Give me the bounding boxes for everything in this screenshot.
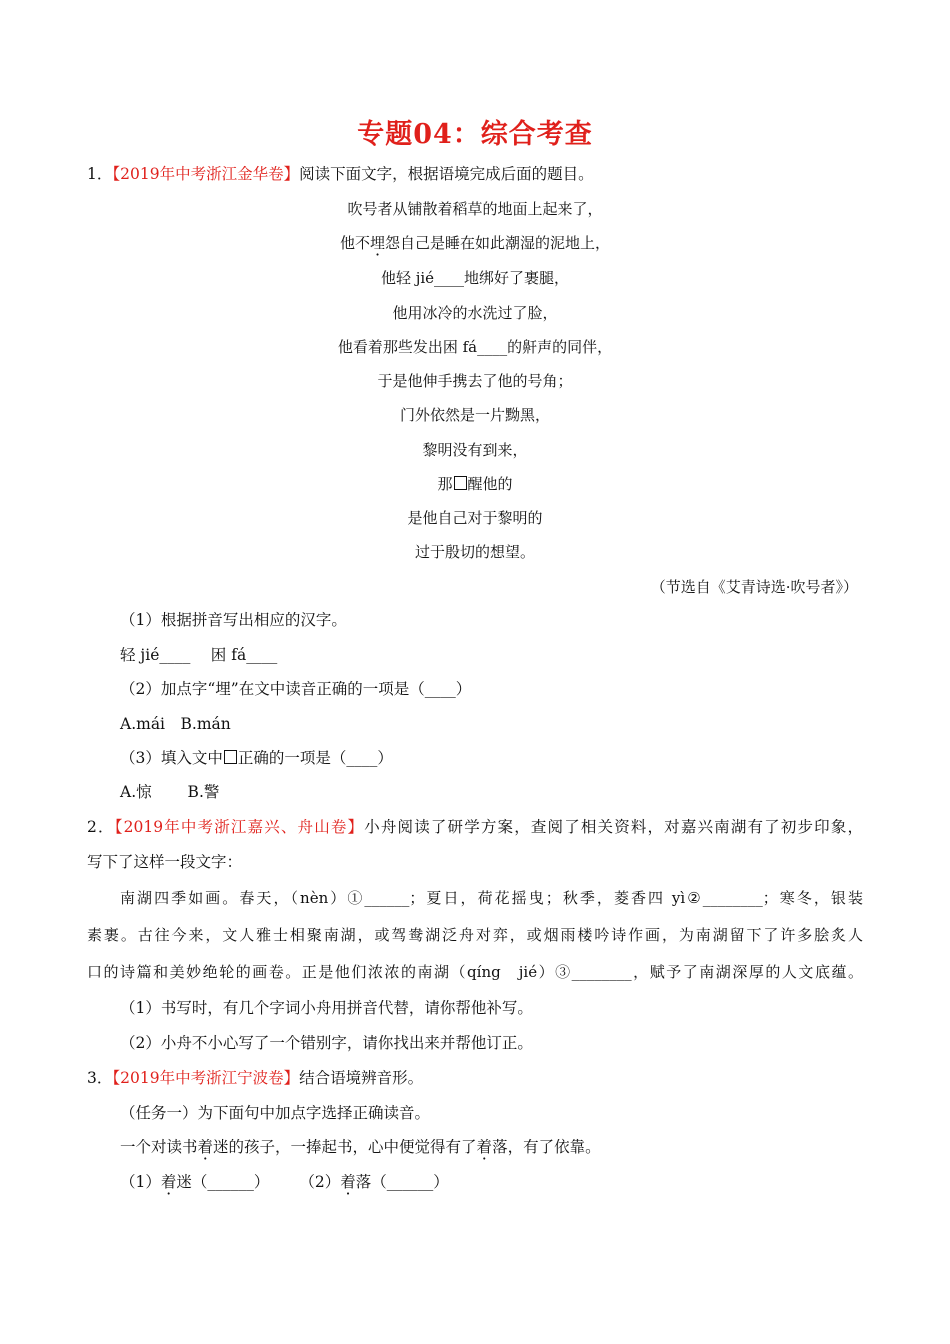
task-sentence: 一个对读书着迷的孩子，一捧起书，心中便觉得有了着落，有了依靠。 bbox=[120, 1138, 601, 1156]
question-intro-cont: 写下了这样一段文字： bbox=[87, 853, 243, 871]
poem-line: 门外依然是一片黝黑， bbox=[399, 406, 550, 424]
sub-question: （2）加点字“埋”在文中读音正确的一项是（____） bbox=[120, 680, 472, 698]
question-2-header bbox=[87, 817, 863, 837]
question-number: 3． bbox=[87, 1069, 113, 1087]
question-3-header bbox=[87, 1068, 423, 1088]
sub-question: （2）小舟不小心写了一个错别字，请你找出来并帮他订正。 bbox=[120, 1034, 533, 1052]
answer-options: （1）着迷（______） （2）着落（______） bbox=[120, 1173, 449, 1191]
blank-box bbox=[454, 476, 467, 490]
blank-box bbox=[224, 750, 237, 764]
page-title: 专题04：综合考查 bbox=[357, 119, 593, 150]
question-source: 【2019年中考浙江宁波卷】 bbox=[112, 1069, 300, 1087]
sub-question: （3）填入文中 正确的一项是（____） bbox=[120, 749, 393, 767]
poem-line: 吹号者从铺散着稻草的地面上起来了， bbox=[347, 200, 603, 218]
question-intro: 小舟阅读了研学方案，查阅了相关资料，对嘉兴南湖有了初步印象， bbox=[364, 818, 863, 836]
poem-line: 黎明没有到来， bbox=[422, 441, 528, 459]
poem-line: 于是他伸手携去了他的号角； bbox=[377, 372, 573, 390]
paragraph-line: 口的诗篇和美妙绝轮的画卷。正是他们浓浓的南湖（qíng jié）③________，赋予了南湖深厚的人文底蕴。 bbox=[87, 963, 863, 981]
poem-line: 过于殷切的想望。 bbox=[414, 543, 535, 561]
answer-options: A.惊 B.警 bbox=[120, 783, 220, 801]
question-intro: 阅读下面文字，根据语境完成后面的题目。 bbox=[299, 165, 594, 183]
poem-line: 他用冰冷的水洗过了脸， bbox=[392, 304, 558, 322]
poem-source: （节选自《艾青诗选·吹号者》） bbox=[650, 578, 858, 596]
poem-line: 他轻 jié____地绑好了裹腿， bbox=[380, 269, 570, 287]
task-instruction: （任务一）为下面句中加点字选择正确读音。 bbox=[120, 1104, 431, 1122]
question-source: 【2019年中考浙江金华卷】 bbox=[112, 165, 300, 183]
poem-line: 那 醒他的 bbox=[437, 475, 513, 493]
paragraph-line: 南湖四季如画。春天，（nèn）①______；夏日，荷花摇曳；秋季，菱香四 yì②________；寒冬，银装 bbox=[120, 889, 863, 907]
poem-line: 他不埋怨自己是睡在如此潮湿的泥地上， bbox=[339, 234, 611, 252]
answer-blanks: 轻 jié____ 困 fá____ bbox=[120, 646, 278, 664]
question-intro: 结合语境辨音形。 bbox=[299, 1069, 424, 1087]
question-number: 2． bbox=[87, 818, 115, 836]
poem-line: 他看着那些发出困 fá____的鼾声的同伴， bbox=[337, 338, 613, 356]
answer-options: A.mái B.mán bbox=[120, 715, 231, 733]
poem-line: 是他自己对于黎明的 bbox=[407, 509, 543, 527]
sub-question: （1）书写时，有几个字词小舟用拼音代替，请你帮他补写。 bbox=[120, 999, 533, 1017]
question-number: 1． bbox=[87, 165, 113, 183]
question-1-header bbox=[87, 164, 594, 184]
question-source: 【2019年中考浙江嘉兴、舟山卷】 bbox=[114, 818, 365, 836]
paragraph-line: 素裹。古往今来，文人雅士相聚南湖，或驾鸯湖泛舟对弈，或烟雨楼吟诗作画，为南湖留下了许多脍炙人 bbox=[87, 926, 863, 944]
sub-question: （1）根据拼音写出相应的汉字。 bbox=[120, 611, 347, 629]
